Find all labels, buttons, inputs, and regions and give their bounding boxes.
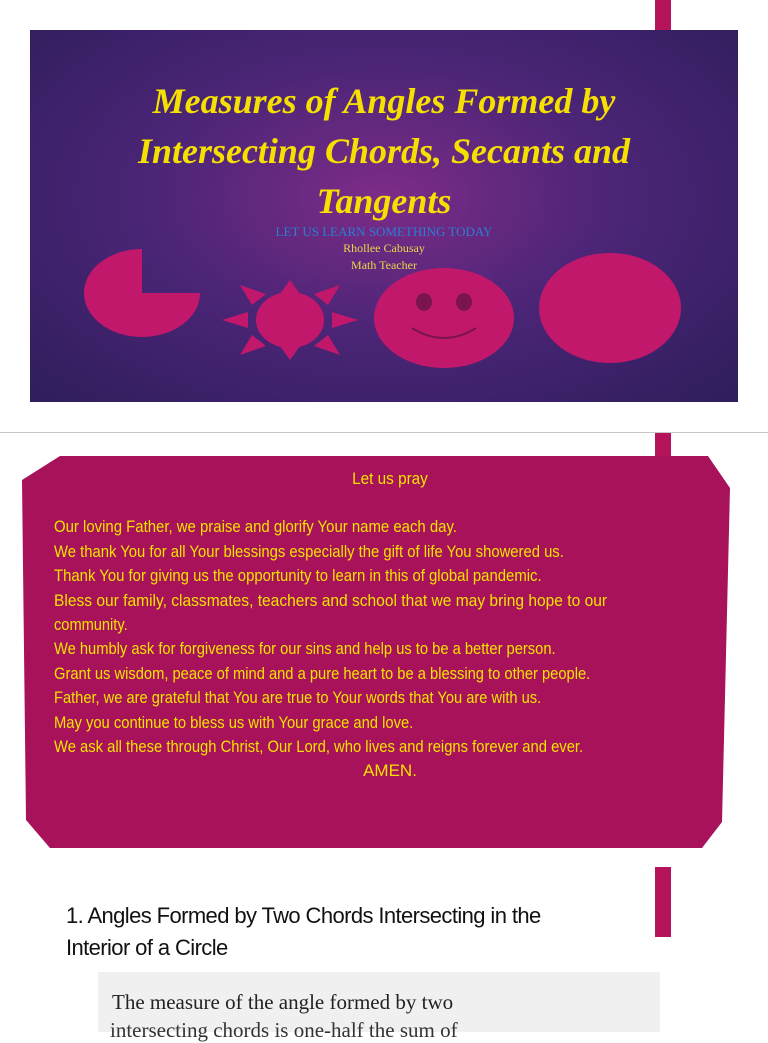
accent-bar-bottom xyxy=(655,867,671,937)
prayer-line: Our loving Father, we praise and glorify Your name each day. xyxy=(54,517,457,537)
author-role: Math Teacher xyxy=(351,258,417,272)
section-heading xyxy=(66,900,636,964)
section-heading-line-2: Interior of a Circle xyxy=(66,935,228,960)
prayer-line: We humbly ask for forgiveness for our sins and help us to be a better person. xyxy=(54,639,556,659)
title-line-3: Tangents xyxy=(316,181,452,221)
prayer-line: We ask all these through Christ, Our Lord, who lives and reigns forever and ever. xyxy=(54,737,584,757)
title-line-1: Measures of Angles Formed by xyxy=(152,81,616,121)
prayer-line: Thank You for giving us the opportunity to learn in this of global pandemic. xyxy=(54,566,542,586)
slide-title xyxy=(30,76,738,226)
smiley-face-icon xyxy=(374,268,514,368)
prayer-text xyxy=(54,467,726,784)
author-name: Rhollee Cabusay xyxy=(343,241,425,255)
title-slide xyxy=(30,30,738,402)
prayer-line: community. xyxy=(54,615,128,635)
prayer-amen: AMEN. xyxy=(363,761,417,781)
prayer-heading: Let us pray xyxy=(352,469,428,488)
prayer-line: Grant us wisdom, peace of mind and a pure heart to be a blessing to other people. xyxy=(54,663,591,683)
page-divider xyxy=(0,432,768,433)
accent-bar-top xyxy=(655,0,671,30)
prayer-line: Bless our family, classmates, teachers and school that we may bring hope to our xyxy=(54,590,608,610)
prayer-line: Father, we are grateful that You are true to Your words that You are with us. xyxy=(54,688,542,708)
sun-icon xyxy=(222,280,358,360)
definition-excerpt xyxy=(98,972,660,1042)
excerpt-text-partial: intersecting chords is one-half the sum of xyxy=(110,1018,458,1042)
section-heading-line-1: 1. Angles Formed by Two Chords Intersecting in the xyxy=(66,903,541,928)
excerpt-text: The measure of the angle formed by two xyxy=(112,990,454,1014)
prayer-line: We thank You for all Your blessings especially the gift of life You showered us. xyxy=(54,541,564,561)
title-line-2: Intersecting Chords, Secants and xyxy=(137,131,631,171)
slide-subtitle: LET US LEARN SOMETHING TODAY xyxy=(275,224,493,239)
prayer-line: May you continue to bless us with Your grace and love. xyxy=(54,712,414,732)
